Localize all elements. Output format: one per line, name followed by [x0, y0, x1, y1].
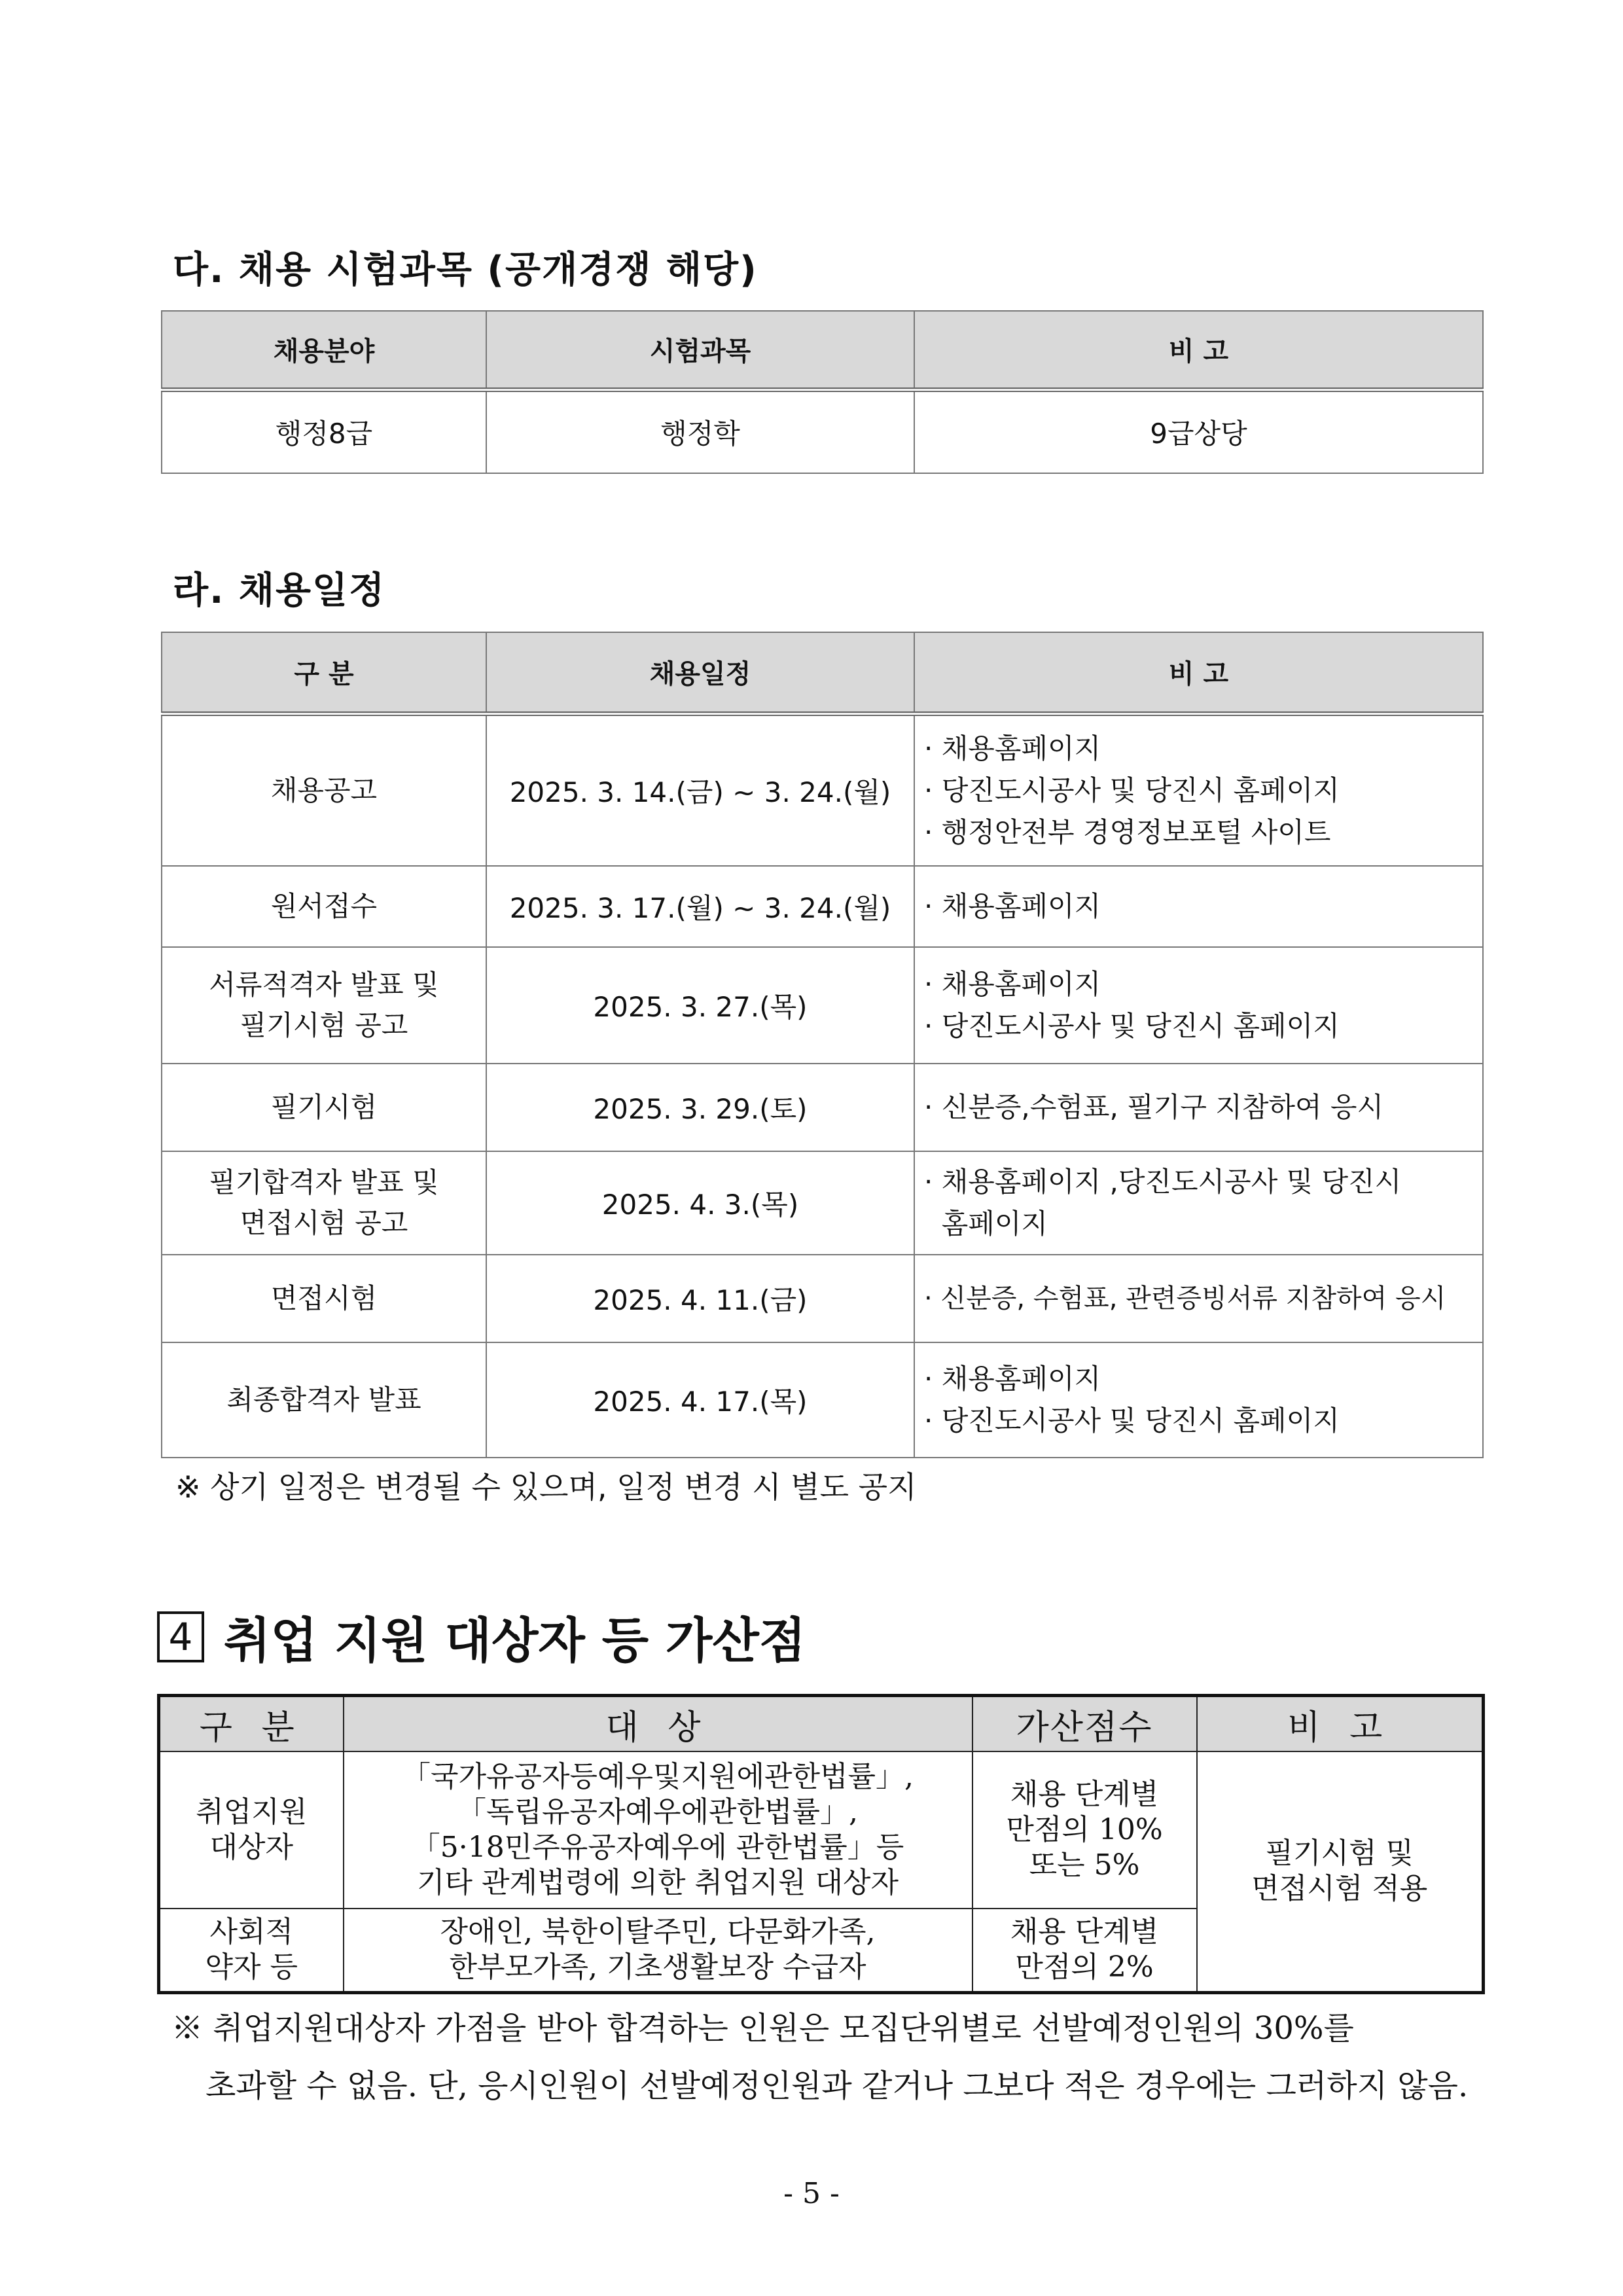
schedule-category: 최종합격자 발표	[162, 1342, 486, 1458]
schedule-category: 필기합격자 발표 및 면접시험 공고	[162, 1151, 486, 1255]
schedule-category: 채용공고	[162, 713, 486, 866]
section-number-box: 4	[157, 1611, 204, 1662]
bonus-category: 사회적 약자 등	[159, 1909, 344, 1992]
section-da-title: 다. 채용 시험과목 (공개경쟁 해당)	[173, 249, 758, 291]
table-row	[162, 1064, 1483, 1151]
table-row	[162, 947, 1483, 1064]
bonus-footnote-line1: ※ 취업지원대상자 가점을 받아 합격하는 인원은 모집단위별로 선발예정인원의 30%를	[171, 2010, 1354, 2047]
schedule-note: · 채용홈페이지 ,당진도시공사 및 당진시 홈페이지	[914, 1151, 1483, 1255]
schedule-date: 2025. 4. 17.(목)	[486, 1342, 914, 1458]
schedule-date: 2025. 3. 17.(월) ~ 3. 24.(월)	[486, 866, 914, 947]
table-header: 대 상	[344, 1696, 972, 1752]
schedule-note: · 신분증,수험표, 필기구 지참하여 응시	[914, 1064, 1483, 1151]
table-row	[162, 1342, 1483, 1458]
bonus-footnote-line2: 초과할 수 없음. 단, 응시인원이 선발예정인원과 같거나 그보다 적은 경우에는 그러하지 않음.	[205, 2068, 1469, 2104]
schedule-category: 서류적격자 발표 및 필기시험 공고	[162, 947, 486, 1064]
schedule-category: 면접시험	[162, 1255, 486, 1342]
table-header: 비 고	[914, 632, 1483, 713]
schedule-note: · 채용홈페이지 · 당진도시공사 및 당진시 홈페이지 · 행정안전부 경영정보포털 사이트	[914, 713, 1483, 866]
schedule-category: 필기시험	[162, 1064, 486, 1151]
table-header: 비 고	[914, 311, 1483, 389]
schedule-table	[161, 632, 1484, 1458]
section-ra-title: 라. 채용일정	[173, 569, 386, 612]
table-row	[159, 1751, 1484, 1909]
bonus-target: 장애인, 북한이탈주민, 다문화가족, 한부모가족, 기초생활보장 수급자	[344, 1909, 972, 1992]
table-header: 가산점수	[972, 1696, 1197, 1752]
table-cell: 행정학	[486, 389, 914, 473]
bonus-remark: 필기시험 및 면접시험 적용	[1197, 1751, 1484, 1992]
section-4-heading	[157, 1602, 806, 1672]
bonus-points-table	[157, 1694, 1485, 1994]
table-row	[162, 713, 1483, 866]
bonus-target: 「국가유공자등예우및지원에관한법률」, 「독립유공자예우에관한법률」, 「5·18민주유공자예우에 관한법률」등 기타 관계법령에 의한 취업지원 대상자	[344, 1751, 972, 1909]
table-cell: 행정8급	[162, 389, 486, 473]
schedule-date: 2025. 4. 3.(목)	[486, 1151, 914, 1255]
bonus-points: 채용 단계별 만점의 10% 또는 5%	[972, 1751, 1197, 1909]
bonus-category: 취업지원 대상자	[159, 1751, 344, 1909]
table-header: 채용일정	[486, 632, 914, 713]
table-row	[162, 1255, 1483, 1342]
table-header: 비 고	[1197, 1696, 1484, 1752]
schedule-footnote: ※ 상기 일정은 변경될 수 있으며, 일정 변경 시 별도 공지	[175, 1469, 917, 1505]
table-cell: 9급상당	[914, 389, 1483, 473]
schedule-date: 2025. 3. 29.(토)	[486, 1064, 914, 1151]
schedule-date: 2025. 3. 27.(목)	[486, 947, 914, 1064]
table-header: 구 분	[162, 632, 486, 713]
bonus-points: 채용 단계별 만점의 2%	[972, 1909, 1197, 1992]
schedule-date: 2025. 4. 11.(금)	[486, 1255, 914, 1342]
table-header: 구 분	[159, 1696, 344, 1752]
exam-subject-table	[161, 310, 1484, 474]
schedule-category: 원서접수	[162, 866, 486, 947]
schedule-note: · 신분증, 수험표, 관련증빙서류 지참하여 응시	[914, 1255, 1483, 1342]
schedule-note: · 채용홈페이지	[914, 866, 1483, 947]
schedule-note: · 채용홈페이지 · 당진도시공사 및 당진시 홈페이지	[914, 1342, 1483, 1458]
page-number: - 5 -	[783, 2177, 840, 2210]
table-header: 시험과목	[486, 311, 914, 389]
table-row	[162, 866, 1483, 947]
section-4-title: 취업 지원 대상자 등 가산점	[224, 1613, 806, 1669]
table-header: 채용분야	[162, 311, 486, 389]
schedule-date: 2025. 3. 14.(금) ~ 3. 24.(월)	[486, 713, 914, 866]
table-row	[162, 1151, 1483, 1255]
schedule-note: · 채용홈페이지 · 당진도시공사 및 당진시 홈페이지	[914, 947, 1483, 1064]
